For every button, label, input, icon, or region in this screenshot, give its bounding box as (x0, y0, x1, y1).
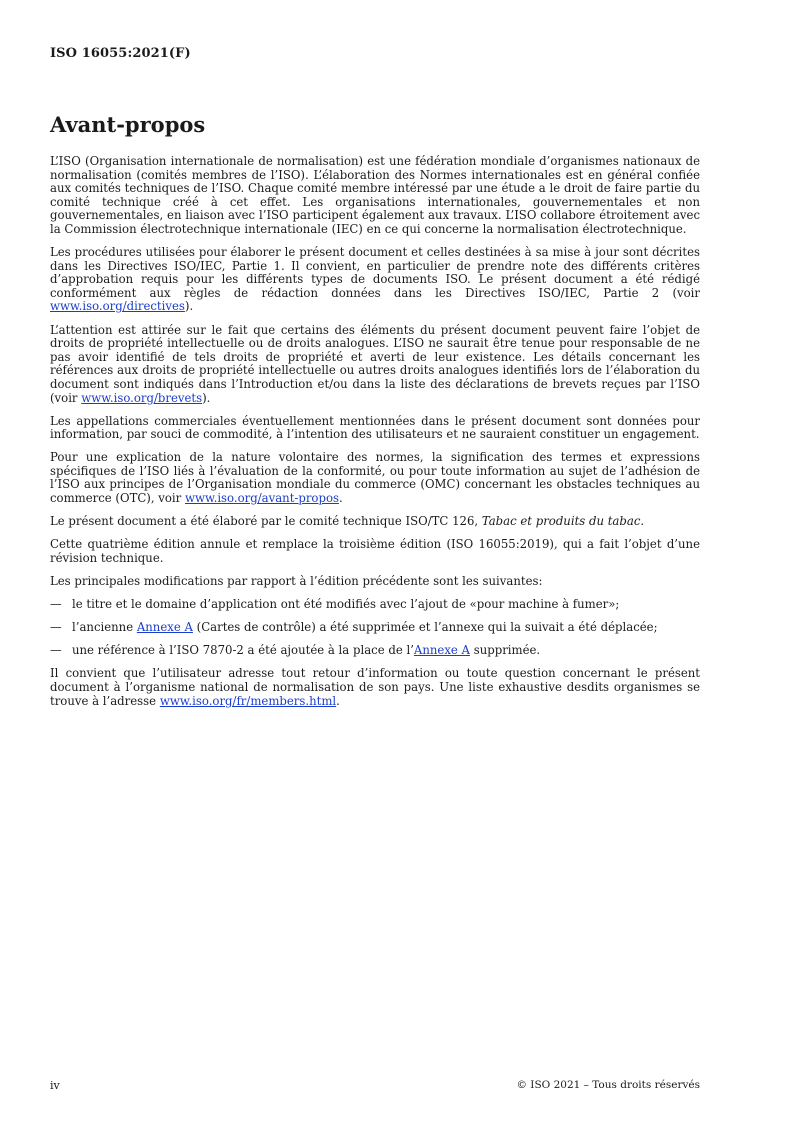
dash-bullet: — (50, 643, 62, 658)
paragraph-feedback-text: Il convient que l’utilisateur adresse tout retour d’information ou toute question concernant le présent document à l’organisme national de normalisation de son pays. Une liste exhaustive desdits organismes se trouve à l’adresse (50, 666, 700, 708)
annex-a-link[interactable]: Annexe A (413, 643, 470, 658)
paragraph-voluntary-end: . (338, 491, 343, 506)
paragraph-patents-text: L’attention est attirée sur le fait que certains des éléments du présent document peuvent faire l’objet de droits de propriété intellectuelle ou de droits analogues. L’ISO ne saurait être tenue pour responsable de ne pas avoir identifié de tels droits de propriété et averti de leur existence. Les détails concernant les références aux droits de propriété intellectuelle ou autres droits analogues identifiés lors de l’élaboration du document sont indiqués dans l’Introduction et/ou dans la liste des déclarations de brevets reçues par l’ISO (voir (50, 322, 700, 405)
paragraph-feedback (50, 667, 700, 708)
paragraph-procedures-text: Les procédures utilisées pour élaborer le présent document et celles destinées à sa mise à jour sont décrites dans les Directives ISO/IEC, Partie 1. Il convient, en particulier de prendre note des différents critères d’approbation requis pour les différents types de documents ISO. Le présent document a été rédigé conformément aux règles de rédaction données dans les Directives ISO/IEC, Partie 2 (voir (50, 245, 700, 300)
paragraph-procedures-end: ). (184, 299, 194, 314)
list-item-text (72, 644, 540, 658)
foreword-body (50, 155, 700, 708)
paragraph-iso-intro: L’ISO (Organisation internationale de normalisation) est une fédération mondiale d’organismes nationaux de normalisation (comités membres de l’ISO). L’élaboration des Normes internationales est en général confiée aux comités techniques de l’ISO. Chaque comité membre intéressé par une étude a le droit de faire partie du comité technique créé à cet effet. Les organisations internationales, gouvernementales et non gouvernementales, en liaison avec l’ISO participent également aux travaux. L’ISO collabore étroitement avec la Commission électrotechnique internationale (IEC) en ce qui concerne la normalisation électrotechnique. (50, 154, 700, 236)
dash-bullet: — (50, 620, 62, 635)
dash-bullet: — (50, 597, 62, 612)
paragraph-patents-end: ). (202, 390, 211, 405)
paragraph-patents (50, 324, 700, 406)
annex-a-link[interactable]: Annexe A (136, 620, 193, 635)
paragraph-voluntary (50, 451, 700, 505)
list-item-text-pre: l’ancienne (72, 620, 137, 635)
paragraph-trade-names: Les appellations commerciales éventuellement mentionnées dans le présent document sont données pour information, par souci de commodité, à l’intention des utilisateurs et ne sauraient constituer un engagement. (50, 413, 700, 442)
list-item-text (72, 621, 658, 635)
list-item-text-post: (Cartes de contrôle) a été supprimée et l’annexe qui la suivait a été déplacée; (192, 620, 658, 635)
document-id: ISO 16055:2021(F) (50, 46, 191, 61)
list-item (50, 621, 700, 635)
directives-link[interactable]: www.iso.org/directives (50, 299, 185, 314)
list-item (50, 644, 700, 658)
paragraph-committee (50, 515, 700, 529)
paragraph-voluntary-text: Pour une explication de la nature volontaire des normes, la signification des termes et expressions spécifiques de l’ISO liés à l’évaluation de la conformité, ou pour toute information au sujet de l’adhésion de l’ISO aux principes de l’Organisation mondiale du commerce (OMC) concernant les obstacles techniques au commerce (OTC), voir (50, 450, 700, 506)
list-item-text-post: supprimée. (469, 643, 541, 658)
page-title: Avant-propos (50, 112, 206, 137)
list-item (50, 598, 700, 612)
list-item-text-pre: une référence à l’ISO 7870-2 a été ajoutée à la place de l’ (72, 643, 414, 658)
page-number: iv (50, 1079, 60, 1092)
paragraph-changes-intro: Les principales modifications par rapport à l’édition précédente sont les suivantes: (50, 573, 543, 588)
copyright-notice: © ISO 2021 – Tous droits réservés (516, 1079, 700, 1091)
patents-link[interactable]: www.iso.org/brevets (81, 390, 203, 405)
paragraph-edition: Cette quatrième édition annule et remplace la troisième édition (ISO 16055:2019), qui a fait l’objet d’une révision technique. (50, 537, 700, 565)
paragraph-feedback-end: . (336, 693, 340, 708)
members-link[interactable]: www.iso.org/fr/members.html (159, 693, 337, 708)
paragraph-committee-text: Le présent document a été élaboré par le comité technique ISO/TC 126, (50, 514, 482, 529)
list-item-text: le titre et le domaine d’application ont été modifiés avec l’ajout de «pour machine à fumer»; (72, 597, 620, 612)
foreword-link[interactable]: www.iso.org/avant-propos (184, 491, 339, 506)
paragraph-committee-end: . (640, 514, 645, 529)
committee-title: Tabac et produits du tabac (481, 514, 641, 529)
paragraph-procedures (50, 246, 700, 314)
